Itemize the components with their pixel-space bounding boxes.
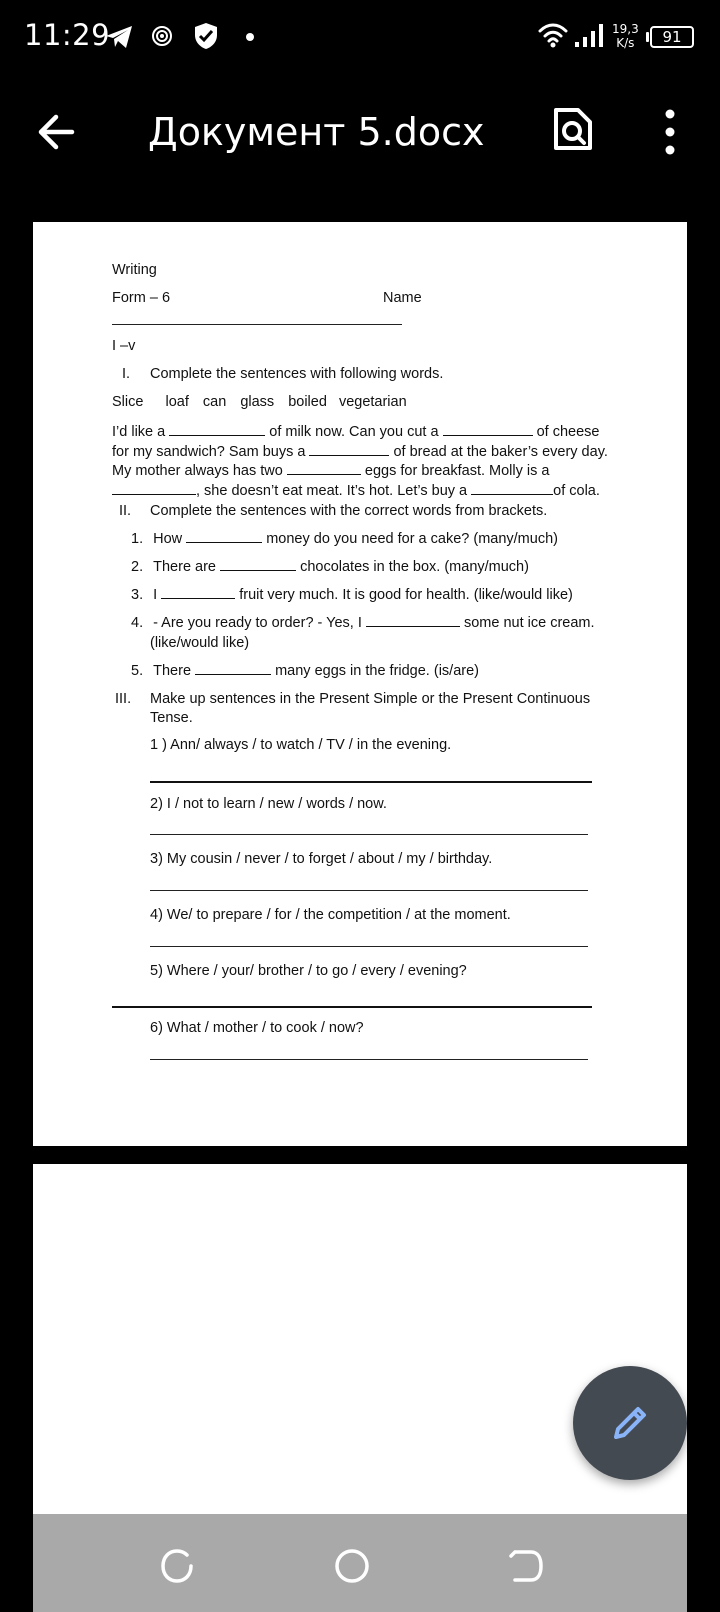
doc-name-label: Name — [383, 290, 422, 306]
battery-indicator: 91 — [650, 26, 694, 48]
wifi-icon — [538, 22, 568, 48]
list-item — [131, 559, 529, 575]
more-options-button[interactable] — [650, 104, 690, 160]
list-text: There — [153, 663, 192, 679]
list-text: There are — [153, 559, 216, 575]
document-content — [33, 222, 687, 1146]
status-time: 11:29 — [24, 18, 111, 52]
section-2-number: II. — [119, 503, 132, 519]
recents-icon — [157, 1546, 197, 1586]
list-text: How — [153, 531, 183, 547]
word-bank-item: can — [202, 394, 227, 410]
answer-blank — [309, 444, 389, 456]
section-1-paragraph — [112, 423, 608, 501]
pencil-edit-icon — [608, 1401, 652, 1445]
exercise-item: 3) My cousin / never / to forget / about / my / birthday. — [150, 851, 493, 867]
home-button[interactable] — [332, 1546, 372, 1586]
answer-blank — [443, 424, 533, 436]
app-bar — [0, 92, 720, 172]
edit-fab-button[interactable] — [573, 1366, 687, 1480]
answer-blank — [471, 483, 553, 495]
answer-blank — [169, 424, 265, 436]
paragraph-text: of cola. — [553, 482, 600, 499]
paragraph-text: , she doesn’t eat meat. It’s hot. Let’s buy a — [196, 482, 468, 499]
word-bank-item: glass — [240, 394, 275, 410]
list-number: 3. — [131, 587, 144, 603]
answer-line — [150, 1059, 588, 1060]
exercise-item: 6) What / mother / to cook / now? — [150, 1020, 364, 1036]
answer-blank — [287, 463, 361, 475]
arrow-left-icon — [34, 108, 82, 156]
doc-form: Form – 6 — [112, 290, 171, 306]
list-number: 2. — [131, 559, 144, 575]
paragraph-text: eggs for breakfast. Molly is a — [364, 463, 550, 479]
section-3-title: Tense. — [150, 710, 193, 726]
paragraph-text: I’d like a — [112, 424, 166, 440]
document-title: Документ 5.docx — [148, 110, 485, 154]
answer-blank — [220, 559, 296, 571]
section-1-number: I. — [122, 366, 131, 382]
section-1-title: Complete the sentences with following words. — [150, 366, 444, 382]
list-text: I — [153, 587, 158, 603]
paragraph-text: of bread at the baker’s every day. My mother always has two — [112, 443, 608, 479]
answer-line — [150, 781, 592, 783]
word-bank-item: Slice — [112, 394, 144, 410]
home-icon — [332, 1546, 372, 1586]
back-button[interactable] — [34, 108, 82, 156]
battery-nub — [646, 32, 649, 42]
list-number: 1. — [131, 531, 144, 547]
section-2-title: Complete the sentences with the correct words from brackets. — [150, 503, 548, 519]
list-text: money do you need for a cake? (many/much) — [266, 531, 558, 547]
answer-line — [150, 834, 588, 835]
list-item — [131, 615, 595, 631]
name-line — [112, 324, 402, 325]
document-page-1[interactable] — [33, 222, 687, 1146]
network-speed-value: 19,3 — [612, 22, 639, 36]
list-number: 5. — [131, 663, 144, 679]
section-3-title: Make up sentences in the Present Simple or the Present Continuous — [150, 691, 591, 707]
word-bank — [112, 394, 407, 410]
list-item — [131, 587, 573, 603]
location-target-icon — [151, 25, 173, 47]
answer-blank — [366, 615, 460, 627]
dot-icon — [245, 32, 255, 42]
paragraph-text: of milk now. Can you cut a — [269, 424, 439, 440]
telegram-icon — [104, 24, 134, 50]
list-text: (like/would like) — [150, 635, 250, 651]
exercise-item: 2) I / not to learn / new / words / now. — [150, 796, 387, 812]
list-text: some nut ice cream. — [463, 615, 595, 631]
word-bank-item: boiled — [288, 394, 327, 410]
shield-check-icon — [193, 22, 219, 50]
answer-blank — [195, 663, 271, 675]
answer-blank — [186, 531, 262, 543]
list-text: chocolates in the box. (many/much) — [300, 559, 529, 575]
paragraph-text: of cheese for my sandwich? Sam buys a — [112, 424, 600, 460]
word-bank-item: loaf — [165, 394, 189, 410]
answer-line — [150, 890, 588, 891]
status-bar — [0, 0, 720, 76]
answer-line — [150, 946, 588, 947]
list-item — [131, 663, 479, 679]
signal-icon — [574, 22, 606, 48]
list-text: fruit very much. It is good for health. (like/would like) — [239, 587, 573, 603]
exercise-item: 5) Where / your/ brother / to go / every / evening? — [150, 963, 467, 979]
find-in-document-button[interactable] — [548, 104, 598, 154]
answer-blank — [161, 587, 235, 599]
navigation-bar — [33, 1514, 687, 1612]
network-speed — [612, 22, 639, 50]
network-speed-unit: K/s — [616, 36, 635, 50]
search-document-icon — [548, 104, 598, 154]
more-vertical-icon — [650, 104, 690, 160]
answer-line — [112, 1006, 592, 1008]
exercise-item: 4) We/ to prepare / for / the competition / at the moment. — [150, 907, 511, 923]
list-text: many eggs in the fridge. (is/are) — [275, 663, 479, 679]
recents-button[interactable] — [157, 1546, 197, 1586]
answer-blank — [112, 483, 196, 495]
word-bank-item: vegetarian — [338, 394, 407, 410]
doc-heading: Writing — [112, 262, 157, 278]
back-nav-button[interactable] — [507, 1546, 547, 1586]
list-text: - Are you ready to order? - Yes, I — [153, 615, 362, 631]
list-number: 4. — [131, 615, 144, 631]
back-nav-icon — [507, 1546, 547, 1586]
section-3-number: III. — [115, 691, 132, 707]
list-item — [131, 531, 558, 547]
exercise-item: 1 ) Ann/ always / to watch / TV / in the evening. — [150, 737, 452, 753]
doc-variant: I –v — [112, 338, 136, 354]
